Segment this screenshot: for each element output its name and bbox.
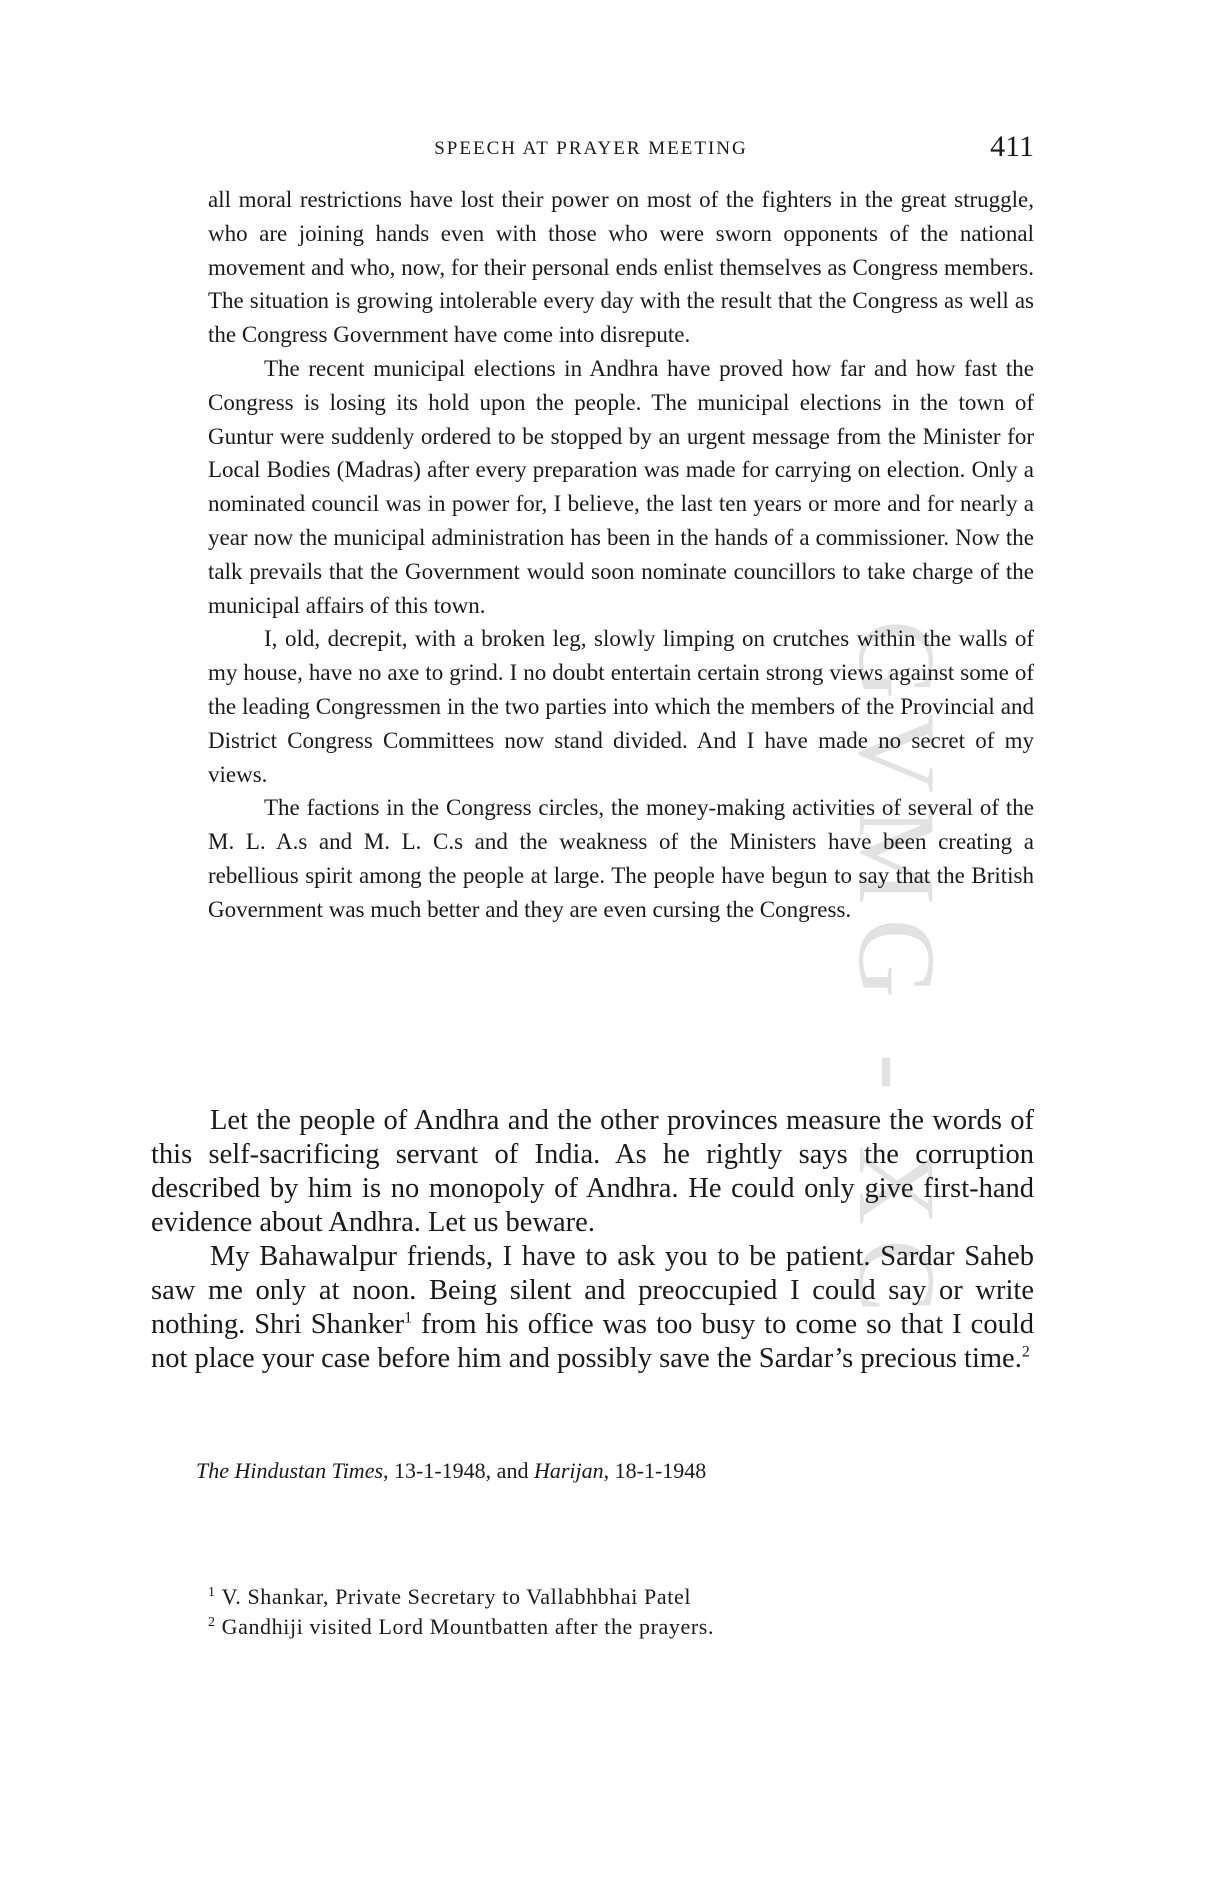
footnote xyxy=(208,1612,714,1642)
footnote-mark: 2 xyxy=(208,1614,216,1630)
footnote-mark: 1 xyxy=(208,1584,216,1600)
newspaper-title: The Hindustan Times xyxy=(196,1458,384,1483)
running-title: SPEECH AT PRAYER MEETING xyxy=(434,138,748,159)
body-text: My Bahawalpur friends, I have to ask you to be patient. Sardar Saheb saw me only at noon. Being silent and preoccupied I could say or write nothing. Shri Shanker xyxy=(151,1241,1034,1340)
quoted-paragraph: I, old, decrepit, with a broken leg, slowly limping on crutches within the walls of my house, have no axe to grind. I no doubt entertain certain strong views against some of the leading Congressmen in the two parties into which the members of the Provincial and District Congress Committees now stand divided. And I have made no secret of my views. xyxy=(208,626,1034,787)
watermark: GVMG - XC xyxy=(836,620,958,1327)
quoted-paragraph: all moral restrictions have lost their power on most of the fighters in the great struggle, who are joining hands even with those who were sworn opponents of the national movement and who, now, for their personal ends enlist themselves as Congress members. The situation is growing intolerable every day with the result that the Congress as well as the Congress Government have come into disrepute. xyxy=(208,187,1034,348)
citation-date: , 13-1-1948, and xyxy=(383,1458,534,1483)
newspaper-title: Harijan xyxy=(533,1458,604,1483)
footnote-ref: 1 xyxy=(404,1309,413,1327)
quoted-letter xyxy=(208,183,1034,927)
body-text: from his office was too busy to come so that I could not place your case before him and possibly save the Sardar’s precious time. xyxy=(151,1309,1034,1374)
footnote-text: V. Shankar, Private Secretary to Vallabhbhai Patel xyxy=(221,1584,692,1609)
footnote-ref: 2 xyxy=(1021,1343,1030,1361)
body-paragraph: Let the people of Andhra and the other provinces measure the words of this self-sacrificing servant of India. As he rightly says the corruption described by him is no monopoly of Andhra. He could only give first-hand evidence about Andhra. Let us beware. xyxy=(151,1105,1034,1238)
page-number: 411 xyxy=(990,130,1034,163)
footnote-text: Gandhiji visited Lord Mountbatten after the prayers. xyxy=(221,1614,715,1639)
footnotes xyxy=(208,1582,714,1642)
footnote xyxy=(208,1582,714,1612)
running-head xyxy=(208,130,1034,174)
quoted-paragraph: The recent municipal elections in Andhra have proved how far and how fast the Congress is losing its hold upon the people. The municipal elections in the town of Guntur were suddenly ordered to be stopped by an urgent message from the Minister for Local Bodies (Madras) after every preparation was made for carrying on election. Only a nominated council was in power for, I believe, the last ten years or more and for nearly a year now the municipal administration has been in the hands of a commissioner. Now the talk prevails that the Government would soon nominate councillors to take charge of the municipal affairs of this town. xyxy=(208,355,1034,618)
body-paragraph xyxy=(151,1240,1034,1376)
source-citation xyxy=(196,1458,706,1484)
quoted-paragraph: The factions in the Congress circles, the money-making activities of several of the M. L. A.s and M. L. C.s and the weakness of the Ministers have been creating a rebellious spirit among the people at large. The people have begun to say that the British Government was much better and they are even cursing the Congress. xyxy=(208,795,1034,922)
citation-date: , 18-1-1948 xyxy=(603,1458,707,1483)
main-text xyxy=(151,1104,1034,1376)
